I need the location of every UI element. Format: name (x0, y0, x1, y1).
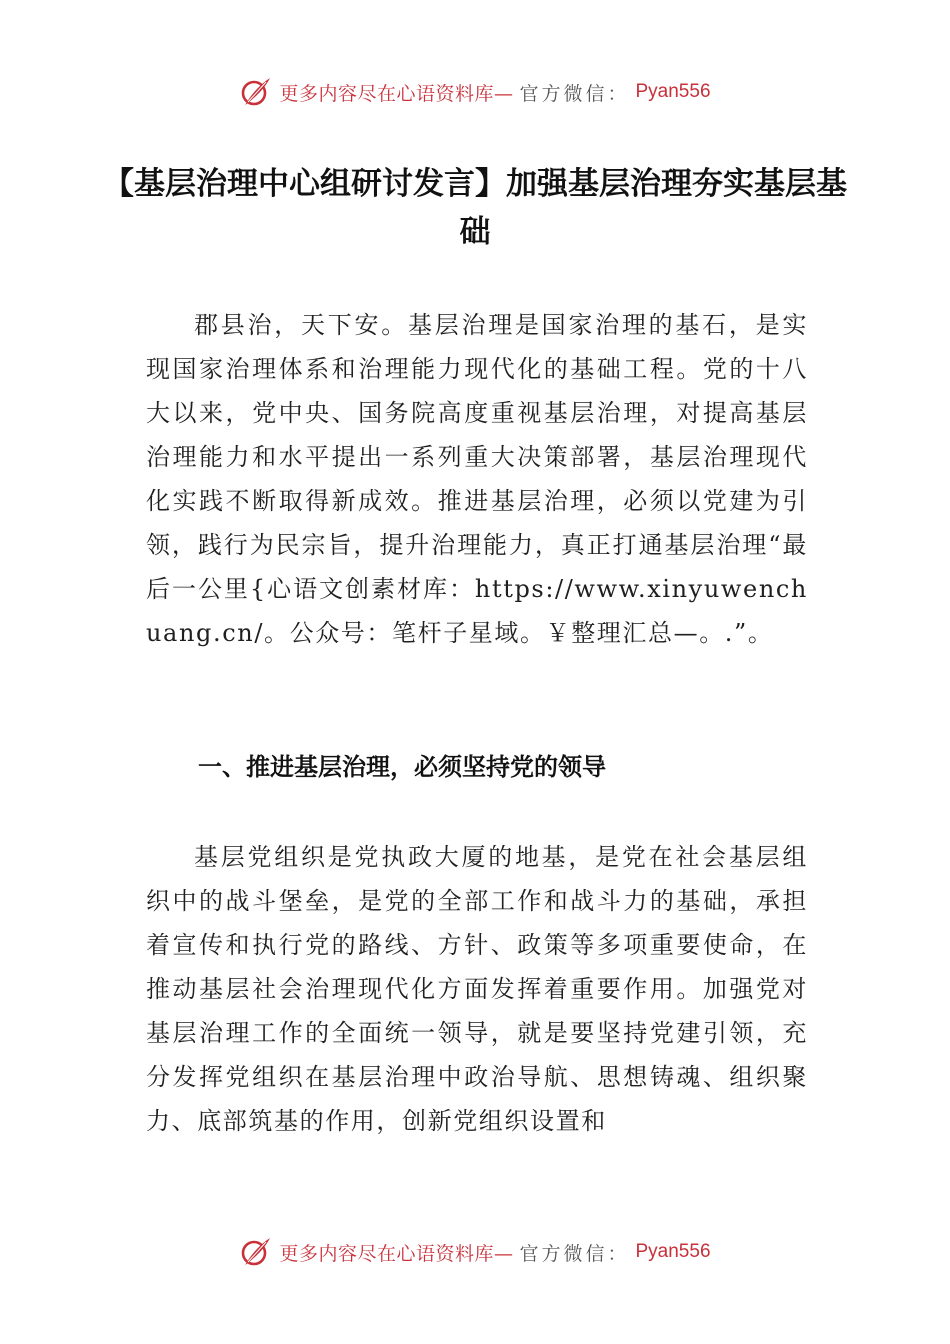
header-banner (0, 72, 950, 112)
footer-slogan: 更多内容尽在心语资料库— (279, 1242, 514, 1265)
quill-logo-icon (239, 1235, 273, 1269)
document-title: 【基层治理中心组研讨发言】加强基层治理夯实基层基础 (103, 166, 847, 250)
footer-wechat-label: 官方微信： (519, 1242, 630, 1265)
footer-wechat-id: Pyan556 (635, 1241, 711, 1262)
header-wechat-id: Pyan556 (635, 81, 711, 102)
intro-paragraph: 郡县治，天下安。基层治理是国家治理的基石，是实现国家治理体系和治理能力现代化的基础工程。党的十八大以来，党中央、国务院高度重视基层治理，对提高基层治理能力和水平提出一系列重大决策部署，基层治理现代化实践不断取得新成效。推进基层治理，必须以党建为引领，践行为民宗旨，提升治理能力，真正打通基层治理“最后一公里{心语文创素材库：https://www.xinyuwenchuang.cn/。公众号：笔杆子星域。￥整理汇总—。.”。 (146, 311, 808, 647)
header-wechat-label: 官方微信： (519, 82, 630, 105)
section-1-heading: 一、推进基层治理，必须坚持党的领导 (198, 753, 606, 781)
header-slogan: 更多内容尽在心语资料库— (279, 82, 514, 105)
section-1-paragraph: 基层党组织是党执政大厦的地基，是党在社会基层组织中的战斗堡垒，是党的全部工作和战斗力的基础，承担着宣传和执行党的路线、方针、政策等多项重要使命，在推动基层社会治理现代化方面发挥着重要作用。加强党对基层治理工作的全面统一领导，就是要坚持党建引领，充分发挥党组织在基层治理中政治导航、思想铸魂、组织聚力、底部筑基的作用，创新党组织设置和 (146, 843, 808, 1135)
footer-banner (0, 1232, 950, 1272)
quill-logo-icon (239, 75, 273, 109)
